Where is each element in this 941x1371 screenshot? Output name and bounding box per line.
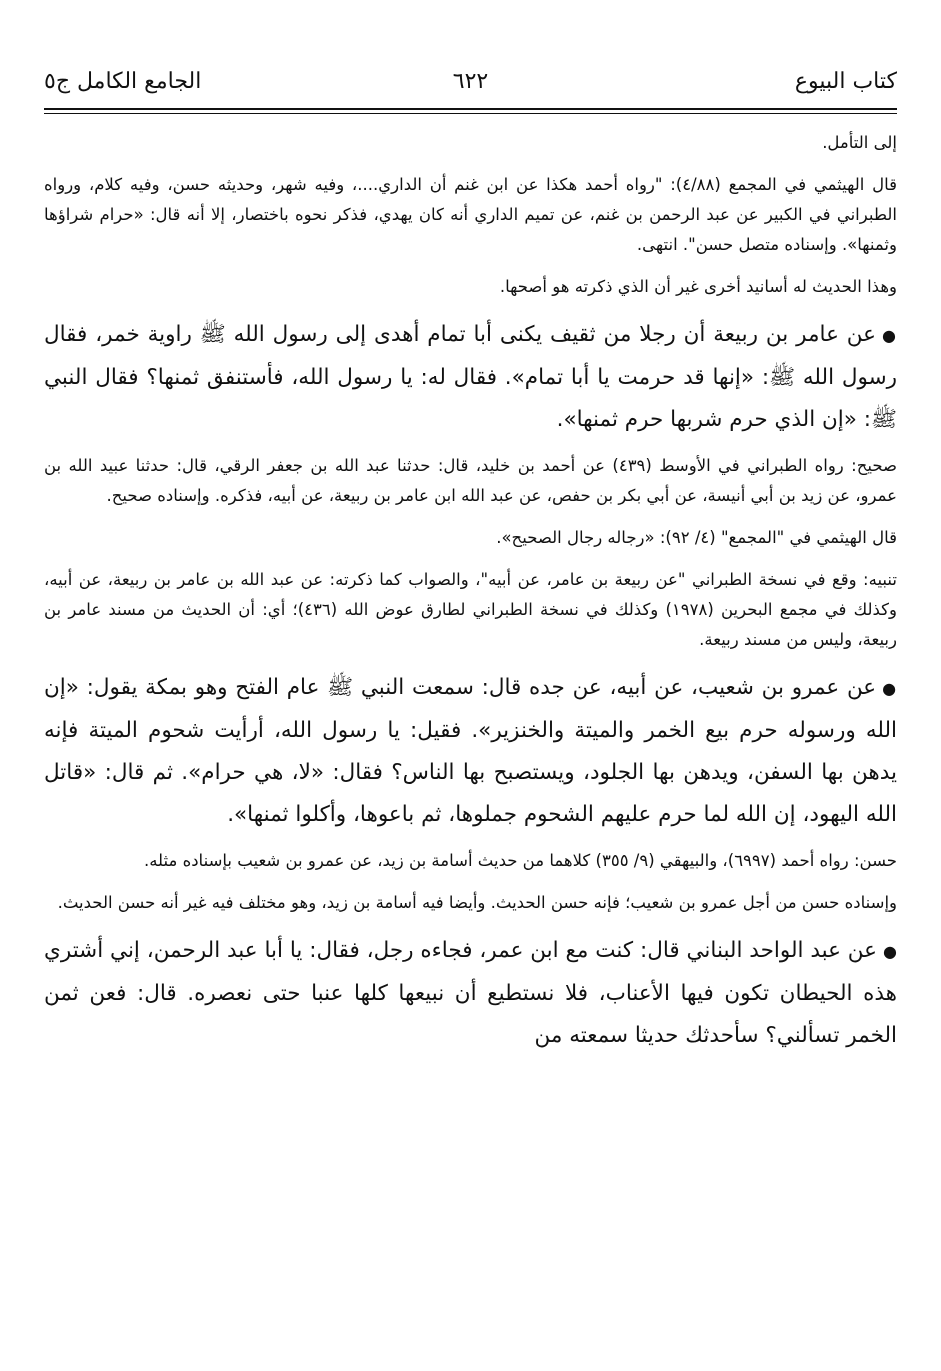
- header-rule-thin: [44, 113, 897, 114]
- book-title: الجامع الكامل ج٥: [44, 68, 202, 94]
- text-block: إلى التأمل.: [822, 133, 897, 152]
- bullet-icon: ●: [883, 942, 897, 961]
- hadith-block: ●عن عمرو بن شعيب، عن أبيه، عن جده قال: سمعت النبي ﷺ عام الفتح وهو بمكة يقول: «إن الله ورسوله حرم بيع الخمر والميتة والخنزير». فقيل: يا رسول الله، أرأيت شحوم الميتة فإنه يدهن بها السفن، ويدهن بها الجلود، ويستصبح بها الناس؟ فقال: «لا، هي حرام». ثم قال: «قاتل الله اليهود، إن الله لما حرم عليهم الشحوم جملوها، ثم باعوها، وأكلوا ثمنها».: [44, 675, 897, 827]
- note-block: تنبيه: وقع في نسخة الطبراني "عن ربيعة بن عامر، عن أبيه"، والصواب كما ذكرته: عن عبد الله بن عامر بن ربيعة، عن أبيه، وكذلك في مجمع البحرين (١٩٧٨) وكذلك في نسخة الطبراني لطارق عوض الله (٤٣٦)؛ أي: أن الحديث من مسند عامر بن ربيعة، وليس من مسند ربيعة.: [44, 570, 897, 649]
- chapter-title: كتاب البيوع: [794, 68, 897, 94]
- hadith-block: ●عن عبد الواحد البناني قال: كنت مع ابن عمر، فجاءه رجل، فقال: يا أبا عبد الرحمن، إني أشتري هذه الحيطان تكون فيها الأعناب، فلا نستطيع أن نبيعها كلها عنبا حتى نعصره. قال: فعن ثمن الخمر تسألني؟ سأحدثك حديثا سمعته من: [44, 938, 897, 1048]
- page-number: ٦٢٢: [452, 68, 489, 94]
- takhrij-block: وإسناده حسن من أجل عمرو بن شعيب؛ فإنه حسن الحديث. وأيضا فيه أسامة بن زيد، وهو مختلف فيه غير أنه حسن الحديث.: [57, 893, 897, 912]
- takhrij-block: حسن: رواه أحمد (٦٩٩٧)، والبيهقي (٩/ ٣٥٥) كلاهما من حديث أسامة بن زيد، عن عمرو بن شعيب بإسناده مثله.: [143, 851, 897, 870]
- footnote-block: قال الهيثمي في المجمع (٤/٨٨): "رواه أحمد هكذا عن ابن غنم أن الداري....، وفيه شهر، وحديثه حسن، وفيه كلام، ورواه الطبراني في الكبير عن عبد الرحمن بن غنم، عن تميم الداري أنه كان يهدي، فذكر نحوه باختصار، إلا أنه قال: «حرام شراؤها وثمنها». وإسناده متصل حسن". انتهى.: [44, 175, 897, 254]
- header-rule: [44, 108, 897, 110]
- bullet-icon: ●: [882, 679, 897, 698]
- page-content: [44, 128, 897, 1057]
- running-header: [44, 58, 897, 104]
- takhrij-block: صحيح: رواه الطبراني في الأوسط (٤٣٩) عن أحمد بن خليد، قال: حدثنا عبد الله بن جعفر الرقي، قال: حدثنا عبيد الله بن عمرو، عن زيد بن أبي أنيسة، عن أبي بكر بن حفص، عن عبد الله ابن عامر بن ربيعة، عن أبيه، فذكره. وإسناده صحيح.: [44, 456, 897, 505]
- hadith-block: ●عن عامر بن ربيعة أن رجلا من ثقيف يكنى أبا تمام أهدى إلى رسول الله ﷺ راوية خمر، فقال رسول الله ﷺ: «إنها قد حرمت يا أبا تمام». فقال له: يا رسول الله، فأستنفق ثمنها؟ فقال النبي ﷺ: «إن الذي حرم شربها حرم ثمنها».: [44, 322, 897, 432]
- bullet-icon: ●: [881, 326, 897, 345]
- book-page: [44, 58, 897, 1371]
- text-block: وهذا الحديث له أسانيد أخرى غير أن الذي ذكرته هو أصحها.: [499, 277, 897, 296]
- takhrij-block: قال الهيثمي في "المجمع" (٤/ ٩٢): «رجاله رجال الصحيح».: [496, 528, 897, 547]
